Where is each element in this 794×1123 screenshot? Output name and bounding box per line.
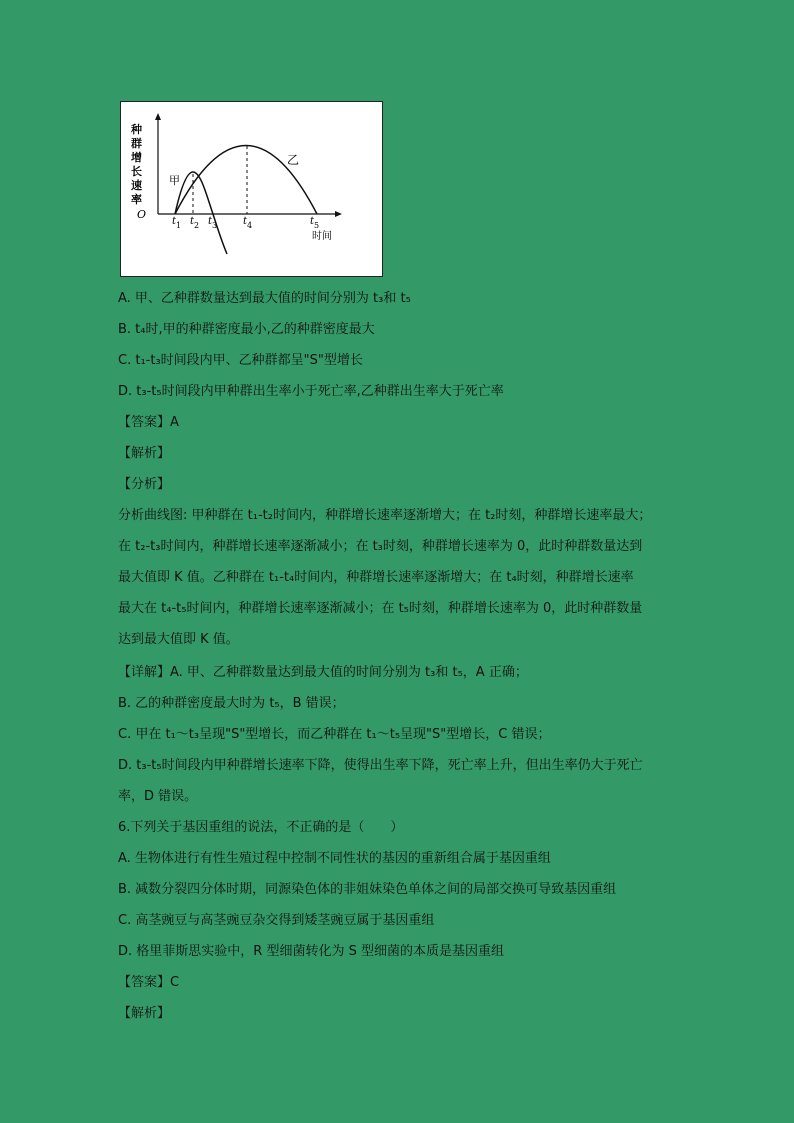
analysis-text: 最大值即 K 值。乙种群在 t₁-t₄时间内，种群增长速率逐渐增大；在 t₄时刻，种群增长速率: [118, 570, 634, 585]
analysis-text: 在 t₂-t₃时间内，种群增长速率逐渐减小；在 t₃时刻，种群增长速率为 0，此时种群数量达到: [118, 539, 643, 554]
tick-t3: $t_3$: [208, 216, 218, 230]
q6-answer: 【答案】C: [118, 975, 180, 990]
growth-rate-figure: [120, 101, 383, 277]
detail-text: B. 乙的种群密度最大时为 t₅，B 错误；: [118, 696, 345, 711]
analysis-text: 最大在 t₄-t₅时间内，种群增长速率逐渐减小；在 t₅时刻，种群增长速率为 0，此时种群数量: [118, 601, 643, 616]
y-label-char: 长: [131, 165, 142, 178]
q6-explanation-label: 【解析】: [118, 1006, 171, 1021]
analysis-text: 分析曲线图: 甲种群在 t₁-t₂时间内，种群增长速率逐渐增大；在 t₂时刻，种群增长速率最大；: [118, 508, 652, 523]
detail-text: 【详解】A. 甲、乙种群数量达到最大值的时间分别为 t₃和 t₅，A 正确；: [118, 665, 528, 680]
analysis-text: 达到最大值即 K 值。: [118, 632, 239, 647]
option-c: C. t₁-t₃时间段内甲、乙种群都呈"S"型增长: [118, 353, 363, 368]
curve-label-yi: 乙: [287, 153, 300, 167]
curve-jia: [175, 172, 227, 254]
x-axis-arrow: [335, 211, 342, 217]
y-label-char: 群: [131, 137, 142, 150]
explanation-label: 【解析】: [118, 446, 171, 461]
q6-option-b: B. 减数分裂四分体时期，同源染色体的非姐妹染色单体之间的局部交换可导致基因重组: [118, 882, 617, 897]
option-d: D. t₃-t₅时间段内甲种群出生率小于死亡率,乙种群出生率大于死亡率: [118, 384, 504, 399]
question-6: 6.下列关于基因重组的说法，不正确的是（ ）: [118, 820, 404, 835]
tick-t4: $t_4$: [243, 216, 253, 230]
y-label-char: 率: [131, 193, 142, 206]
y-label-char: 增: [131, 151, 142, 164]
q6-option-d: D. 格里菲斯思实验中，R 型细菌转化为 S 型细菌的本质是基因重组: [118, 944, 504, 959]
detail-text: D. t₃-t₅时间段内甲种群增长速率下降，使得出生率下降，死亡率上升，但出生率仍大于死亡: [118, 758, 643, 773]
q6-option-a: A. 生物体进行有性生殖过程中控制不同性状的基因的重新组合属于基因重组: [118, 851, 551, 866]
origin-label: O: [137, 208, 147, 221]
detail-text: 率，D 错误。: [118, 789, 198, 804]
curve-label-jia: 甲: [169, 174, 180, 187]
y-label-char: 种: [131, 123, 142, 136]
growth-rate-chart: [121, 102, 384, 278]
option-b: B. t₄时,甲的种群密度最小,乙的种群密度最大: [118, 322, 375, 337]
y-label-char: 速: [131, 179, 142, 192]
analysis-label: 【分析】: [118, 477, 171, 492]
answer-label: 【答案】A: [118, 415, 179, 430]
option-a: A. 甲、乙种群数量达到最大值的时间分别为 t₃和 t₅: [118, 291, 411, 306]
y-axis-arrow: [155, 113, 161, 120]
tick-t5: $t_5$: [310, 216, 320, 230]
detail-text: C. 甲在 t₁～t₃呈现"S"型增长，而乙种群在 t₁～t₅呈现"S"型增长，C 错误；: [118, 727, 551, 742]
q6-option-c: C. 高茎豌豆与高茎豌豆杂交得到矮茎豌豆属于基因重组: [118, 913, 435, 928]
x-axis-label: 时间: [312, 231, 332, 242]
tick-t2: $t_2$: [190, 216, 200, 230]
tick-t1: $t_1$: [172, 216, 182, 230]
